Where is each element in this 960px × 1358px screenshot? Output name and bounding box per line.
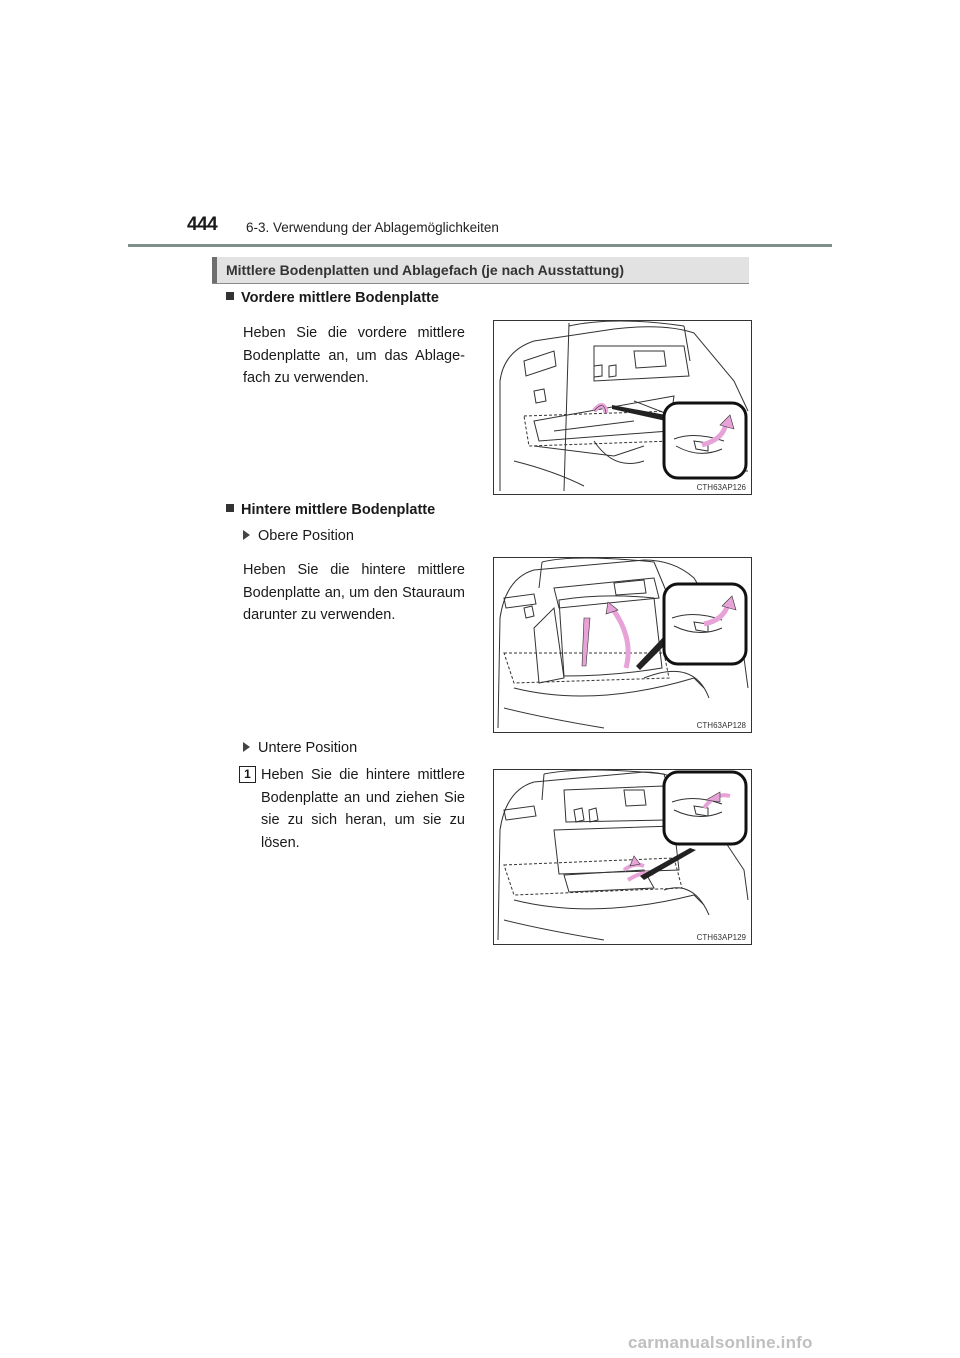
front-panel-heading xyxy=(226,290,439,306)
lower-position-description: Heben Sie die hintere mittlere Bodenplatte an und ziehen Sie sie zu sich heran, um sie zu lösen. xyxy=(261,767,465,851)
square-bullet-icon xyxy=(226,292,234,300)
lower-position-label xyxy=(243,740,357,756)
header-rule xyxy=(128,244,832,247)
figure-front-panel xyxy=(493,320,752,495)
section-title-bar xyxy=(212,257,749,283)
figure-front-code: CTH63AP126 xyxy=(696,483,746,492)
front-panel-text: Heben Sie die vordere mittlere Bodenplatte an, um das Ablage-fach zu verwenden. xyxy=(243,325,465,386)
square-bullet-icon xyxy=(226,504,234,512)
figure-upper-code: CTH63AP128 xyxy=(696,721,746,730)
upper-position-label xyxy=(243,528,354,544)
section-title: Mittlere Bodenplatten und Ablagefach (je nach Ausstattung) xyxy=(226,262,624,278)
rear-panel-heading xyxy=(226,502,435,518)
watermark: carmanualsonline.info xyxy=(628,1333,813,1352)
figure-lower-position xyxy=(493,769,752,945)
front-panel-illustration xyxy=(494,321,751,494)
triangle-bullet-icon xyxy=(243,742,250,752)
upper-position-description: Heben Sie die hintere mittlere Bodenplatte an, um den Stauraum darunter zu verwenden. xyxy=(243,562,465,623)
section-rule xyxy=(212,283,749,284)
upper-position-illustration xyxy=(494,558,751,732)
figure-upper-position xyxy=(493,557,752,733)
front-panel-heading-text: Vordere mittlere Bodenplatte xyxy=(241,290,439,306)
step-number-badge: 1 xyxy=(239,766,256,783)
triangle-bullet-icon xyxy=(243,530,250,540)
lower-position-illustration xyxy=(494,770,751,944)
figure-lower-code: CTH63AP129 xyxy=(696,933,746,942)
section-accent xyxy=(212,257,217,283)
lower-position-text: Untere Position xyxy=(258,740,358,756)
chapter-title: 6-3. Verwendung der Ablagemöglichkeiten xyxy=(246,220,499,235)
upper-position-text: Obere Position xyxy=(258,528,354,544)
page-number: 444 xyxy=(187,214,218,235)
rear-panel-heading-text: Hintere mittlere Bodenplatte xyxy=(241,502,436,518)
